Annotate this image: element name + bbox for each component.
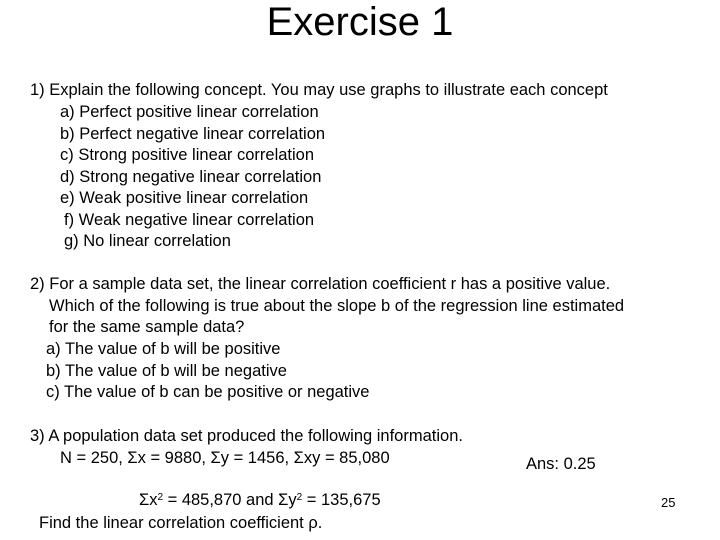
q1-prompt: 1) Explain the following concept. You may use graphs to illustrate each concept (30, 81, 608, 99)
q1-item-f: f) Weak negative linear correlation (64, 211, 315, 229)
q3-sums-of-squares (139, 490, 381, 510)
sum-x2-value: = 485,870 (163, 491, 242, 509)
q1-item-a: a) Perfect positive linear correlation (60, 103, 319, 121)
page-number: 25 (661, 495, 676, 510)
q2-option-b: b) The value of b will be negative (46, 362, 287, 380)
sum-y2-label: and Σy (241, 491, 297, 509)
sum-y2-value: = 135,675 (302, 491, 381, 509)
q2-line-3: for the same sample data? (49, 318, 245, 336)
q2-line-1: 2) For a sample data set, the linear correlation coefficient r has a positive value. (30, 275, 611, 293)
q2-option-a: a) The value of b will be positive (46, 340, 281, 358)
sum-y2-exponent: 2 (296, 492, 303, 503)
q2-option-c: c) The value of b can be positive or negative (46, 383, 370, 401)
q3-find: Find the linear correlation coefficient ρ. (39, 514, 323, 532)
q3-given: N = 250, Σx = 9880, Σy = 1456, Σxy = 85,080 (60, 449, 390, 467)
q1-item-b: b) Perfect negative linear correlation (60, 125, 326, 143)
q2-line-2: Which of the following is true about the slope b of the regression line estimated (49, 297, 625, 315)
slide-title: Exercise 1 (266, 0, 454, 44)
q1-item-e: e) Weak positive linear correlation (60, 189, 309, 207)
q1-item-d: d) Strong negative linear correlation (60, 168, 322, 186)
q1-item-g: g) No linear correlation (64, 232, 231, 250)
sum-x2-exponent: 2 (157, 492, 164, 503)
sum-x2-label: Σx (139, 491, 158, 509)
q3-answer: Ans: 0.25 (526, 455, 596, 473)
q3-intro: 3) A population data set produced the following information. (30, 427, 463, 445)
q1-item-c: c) Strong positive linear correlation (60, 146, 315, 164)
